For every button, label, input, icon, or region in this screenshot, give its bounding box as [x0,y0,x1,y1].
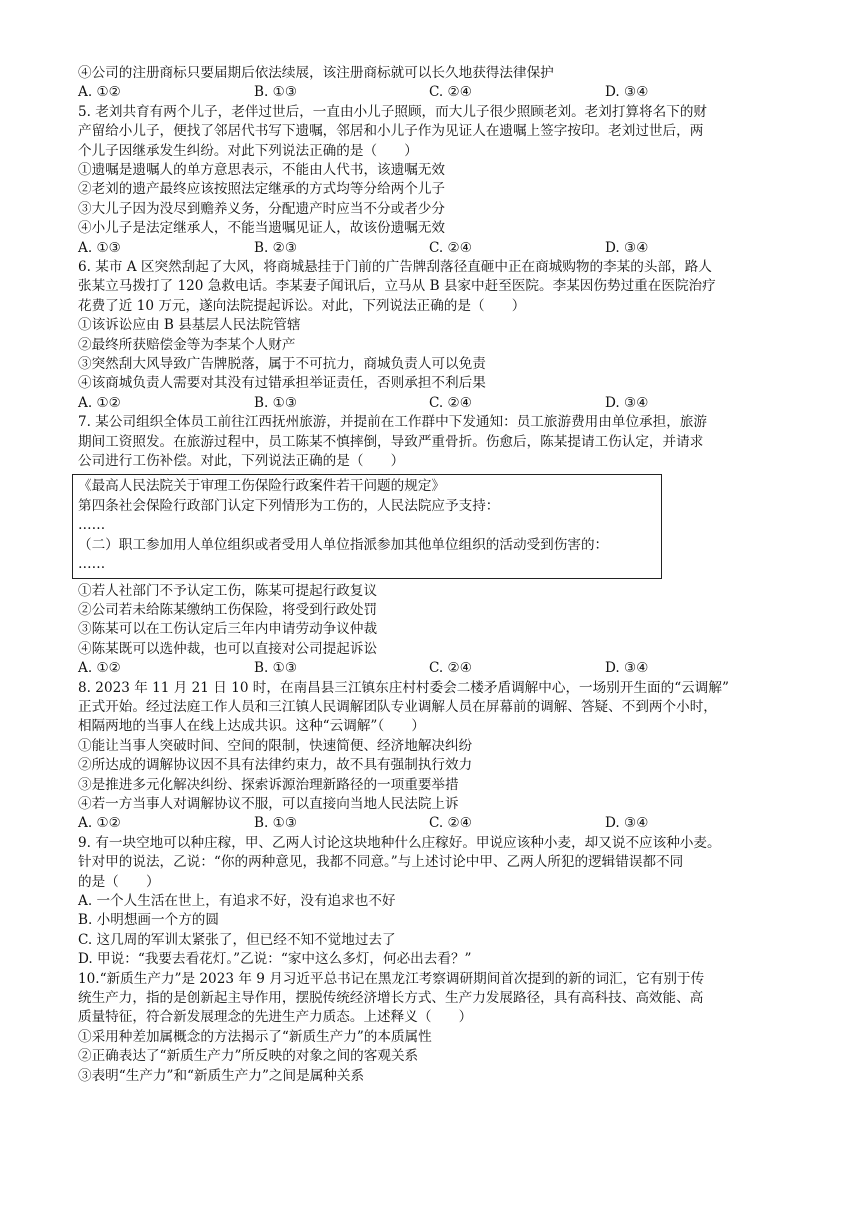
q10-stem-line: 质量特征，符合新发展理念的先进生产力质态。上述释义（ ） [78,1009,473,1026]
q9-option: B. 小明想画一个方的圆 [78,912,219,929]
q7-choices [78,659,788,678]
q4-choice-b: B. ①③ [254,84,298,101]
q4-choices [78,83,788,102]
q5-choice-b: B. ②③ [254,239,298,256]
q5-option: ①遗嘱是遗嘱人的单方意思表示，不能由人代书，该遗嘱无效 [78,162,446,179]
q4-option-4: ④公司的注册商标只要届期后依法续展，该注册商标就可以长久地获得法律保护 [78,65,554,81]
q6-option: ②最终所获赔偿金等为李某个人财产 [78,336,296,353]
q7-stem-line: 7. 某公司组织全体员工前往江西抚州旅游，并提前在工作群中下发通知：员工旅游费用由单位承担，旅游 [78,414,708,431]
q4-choice-c: C. ②④ [429,84,472,101]
q7-material-box [72,474,662,578]
q9-option: D. 甲说：“我要去看花灯。”乙说：“家中这么多灯，何必出去看？” [78,951,472,968]
q7-option: ①若人社部门不予认定工伤，陈某可提起行政复议 [78,582,378,599]
q7-stem-line: 公司进行工伤补偿。对此，下列说法正确的是（ ） [78,453,405,470]
q4-choice-a: A. ①② [78,84,121,101]
q8-choice-a: A. ①② [78,815,121,832]
q8-stem-line: 正式开始。经过法庭工作人员和三江镇人民调解团队专业调解人员在屏幕前的调解、答疑、不到两个小时， [78,698,717,715]
q5-choices [78,239,788,258]
q6-stem-line: 6. 某市 A 区突然刮起了大风，将商城悬挂于门前的广告牌刮落径直砸中正在商城购物的李某的头部，路人 [78,259,712,276]
q6-choices [78,394,788,413]
q9-option: C. 这几周的军训太紧张了，但已经不知不觉地过去了 [78,931,396,948]
q7-option: ④陈某既可以选仲裁，也可以直接对公司提起诉讼 [78,640,378,657]
q9-stem-line: 9. 有一块空地可以种庄稼，甲、乙两人讨论这块地种什么庄稼好。甲说应该种小麦，却又说不应该种小麦。 [78,834,721,851]
q5-choice-d: D. ③④ [605,239,649,256]
q7-choice-b: B. ①③ [254,660,298,677]
q8-stem-line: 相隔两地的当事人在线上达成共识。这种“云调解”（ ） [78,718,425,735]
q7-choice-a: A. ①② [78,660,121,677]
q6-choice-d: D. ③④ [605,394,649,411]
q4-choice-d: D. ③④ [605,84,649,101]
q7-option: ③陈某可以在工伤认定后三年内申请劳动争议仲裁 [78,621,378,638]
q6-stem-line: 花费了近 10 万元，遂向法院提起诉讼。对此，下列说法正确的是（ ） [78,297,526,314]
q5-option: ④小儿子是法定继承人，不能当遗嘱见证人，故该份遗嘱无效 [78,220,446,237]
q5-stem-line: 产留给小儿子，便找了邻居代书写下遗嘱，邻居和小儿子作为见证人在遗嘱上签字按印。老刘过世后，两 [78,123,704,140]
q8-option: ④若一方当事人对调解协议不服，可以直接向当地人民法院上诉 [78,795,459,812]
q10-option: ③表明“生产力”和“新质生产力”之间是属种关系 [78,1067,365,1084]
q8-choice-c: C. ②④ [429,815,472,832]
q8-option: ②所达成的调解协议因不具有法律约束力，故不具有强制执行效力 [78,757,473,774]
q6-option: ④该商城负责人需要对其没有过错承担举证责任，否则承担不利后果 [78,375,486,392]
q10-option: ①采用种差加属概念的方法揭示了“新质生产力”的本质属性 [78,1028,432,1045]
q10-stem-line: 统生产力，指的是创新起主导作用，摆脱传统经济增长方式、生产力发展路径，具有高科技、高效能、高 [78,990,704,1007]
q8-option: ③是推进多元化解决纠纷、探索诉源治理新路径的一项重要举措 [78,776,459,793]
q9-stem-line: 的是（ ） [78,873,160,890]
q7-box-line: 《最高人民法院关于审理工伤保险行政案件若干问题的规定》 [78,478,446,495]
q8-choice-b: B. ①③ [254,815,298,832]
q7-choice-d: D. ③④ [605,660,649,677]
q6-choice-c: C. ②④ [429,394,472,411]
q5-stem-line: 个儿子因继承发生纠纷。对此下列说法正确的是（ ） [78,142,418,159]
q9-stem-line: 针对甲的说法，乙说：“你的两种意见，我都不同意。”与上述讨论中甲、乙两人所犯的逻辑错误都不同 [78,854,684,871]
q5-stem-line: 5. 老刘共育有两个儿子，老伴过世后，一直由小儿子照顾，而大儿子很少照顾老刘。老刘打算将名下的财 [78,103,708,120]
q8-stem-line: 8. 2023 年 11 月 21 日 10 时，在南昌县三江镇东庄村村委会二楼矛盾调解中心，一场别开生面的“云调解” [78,679,729,696]
q7-box-line: （二）职工参加用人单位组织或者受用人单位指派参加其他单位组织的活动受到伤害的： [78,536,609,553]
q6-option: ①该诉讼应由 B 县基层人民法院管辖 [78,317,301,334]
q8-option: ①能让当事人突破时间、空间的限制，快速简便、经济地解决纠纷 [78,737,473,754]
q6-stem-line: 张某立马拨打了 120 急救电话。李某妻子闻讯后，立马从 B 县家中赶至医院。李某因伤势过重在医院治疗 [78,278,716,295]
q7-choice-c: C. ②④ [429,660,472,677]
q8-choices [78,814,788,833]
q8-choice-d: D. ③④ [605,815,649,832]
q7-box-line: …… [78,517,106,534]
q10-stem-line: 10.“新质生产力”是 2023 年 9 月习近平总书记在黑龙江考察调研期间首次提到的新的词汇，它有别于传 [78,970,705,987]
q9-option: A. 一个人生活在世上，有追求不好，没有追求也不好 [78,892,396,909]
q10-option: ②正确表达了“新质生产力”所反映的对象之间的客观关系 [78,1048,419,1065]
q7-box-line: 第四条社会保险行政部门认定下列情形为工伤的，人民法院应予支持： [78,497,500,514]
q7-box-line: …… [78,556,106,573]
q6-option: ③突然刮大风导致广告牌脱落，属于不可抗力，商城负责人可以免责 [78,356,486,373]
q5-choice-a: A. ①③ [78,239,121,256]
q6-choice-a: A. ①② [78,394,121,411]
q5-option: ②老刘的遗产最终应该按照法定继承的方式均等分给两个儿子 [78,181,446,198]
q5-choice-c: C. ②④ [429,239,472,256]
q5-option: ③大儿子因为没尽到赡养义务，分配遗产时应当不分或者少分 [78,200,446,217]
exam-page [78,64,788,1086]
q7-option: ②公司若未给陈某缴纳工伤保险，将受到行政处罚 [78,601,378,618]
q6-choice-b: B. ①③ [254,394,298,411]
q7-stem-line: 期间工资照发。在旅游过程中，员工陈某不慎摔倒，导致严重骨折。伤愈后，陈某提请工伤认定，并请求 [78,433,704,450]
